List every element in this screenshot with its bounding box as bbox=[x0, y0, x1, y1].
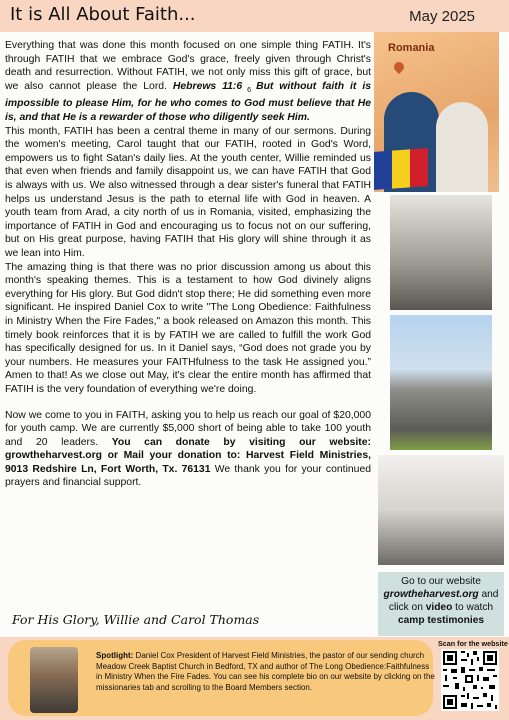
donation-instructions: You can donate by visiting our website: growtheharvest.org or Mail your donation to: Harvest Field Ministries, 9013 Redshire Ln, Fort Worth, Tx. 76131 bbox=[5, 436, 371, 475]
newsletter-title: It is All About Faith... bbox=[10, 4, 196, 25]
woman-figure bbox=[436, 102, 488, 192]
womens-meeting-photo bbox=[390, 195, 492, 310]
footer-banner bbox=[0, 637, 509, 720]
callout-video: video bbox=[425, 602, 453, 613]
website-callout bbox=[378, 572, 504, 636]
callout-text: and click on bbox=[388, 589, 499, 613]
callout-site-link[interactable]: growtheharvest.org bbox=[383, 589, 479, 600]
donation-text: Now we come to you in FAITH, asking you to help us reach our goal of $20,000 for youth camp. We are currently $5,000 short of being able to take 100 youth and 20 leaders. bbox=[5, 409, 371, 448]
scripture-verse: But without faith it is impossible to please Him, for he who comes to God must believe that He is, and that He is a rewarder of those who diligently seek Him. bbox=[5, 80, 371, 124]
romania-couple-photo bbox=[374, 32, 499, 192]
spotlight-text bbox=[96, 651, 436, 693]
paragraph-sermons: This month, FATIH has been a central theme in many of our sermons. During the women's meeting, Carol taught that our FATIH, rooted in God's Word, empowers us to fight Satan's daily lies. At the youth center, Willie reminded us that even when friends and family disappoint us, we can have FATIH that God is always with us. We also witnessed through a dear sister's funeral that FATIH helps us understand Jesus is the path to eternal life with God in heaven. A youth team from Arad, a city north of us in Romania, visited, emphasizing the importance of FATIH in God and encouraging us to focus not on our suffering, but on His great purpose, having FATIH that His glory will shine through it as we lean into Him. bbox=[5, 125, 371, 259]
main-article bbox=[5, 39, 371, 490]
paragraph-donation bbox=[5, 409, 371, 491]
donation-thanks: We thank you for your continued prayers and financial support. bbox=[5, 463, 371, 489]
map-pin-icon bbox=[392, 60, 406, 74]
spotlight-label: Spotlight: bbox=[96, 651, 134, 660]
romania-flag-icon bbox=[374, 148, 428, 190]
qr-code-icon[interactable] bbox=[441, 649, 499, 711]
qr-label: Scan for the website bbox=[438, 639, 508, 648]
avatar bbox=[30, 647, 78, 713]
paragraph-intro bbox=[5, 39, 371, 125]
paragraph-book: The amazing thing is that there was no prior discussion among us about this month's speaking themes. This is a testament to how God divinely aligns everything for His glory. But God didn't stop there; He did something even more significant. He inspired Daniel Cox to write "The Long Obedience: Faithfulness in Ministry When the Fire Fades," a book released on Amazon this month. This timely book reinforces that it is by FATIH we are called to fulfill the work God has specifically designed for us. In it Daniel says, “God does not grade you by your numbers. He measures your FAITHfulness to the task He assigned you.” Amen to that! As we close out May, it's clear the entire month has affirmed that FATIH is the very foundation of everything we're doing. bbox=[5, 261, 371, 395]
header-banner bbox=[0, 0, 509, 32]
youth-team-photo bbox=[378, 455, 504, 565]
map-label: Romania bbox=[388, 42, 435, 54]
callout-text-2: to watch bbox=[452, 602, 494, 613]
scripture-reference: Hebrews 11:6 bbox=[172, 80, 243, 92]
callout-line1: Go to our website bbox=[401, 576, 481, 587]
callout-camp: camp testimonies bbox=[397, 615, 485, 626]
youth-center-photo bbox=[390, 315, 492, 450]
newsletter-month: May 2025 bbox=[409, 8, 475, 25]
signature: For His Glory, Willie and Carol Thomas bbox=[12, 612, 260, 627]
intro-text: Everything that was done this month focused on one simple thing FATIH. It's through FATIH that we embrace God's grace, freely given through Christ's death and resurrection. Without FATIH, we not only miss this gift of grace, but we also cannot please the Lord. bbox=[5, 40, 371, 92]
spotlight-body: Daniel Cox President of Harvest Field Ministries, the pastor of our sending church Meadow Creek Baptist Church in Bedford, TX and author of The Long Obedience:Faithfulness in Ministry When the Fire Fades. You can see his complete bio on our website by clicking on the missionaries tab and scrolling to the Board Members section. bbox=[96, 651, 435, 692]
spotlight-box bbox=[8, 640, 433, 716]
verse-number: 6 bbox=[242, 86, 257, 94]
